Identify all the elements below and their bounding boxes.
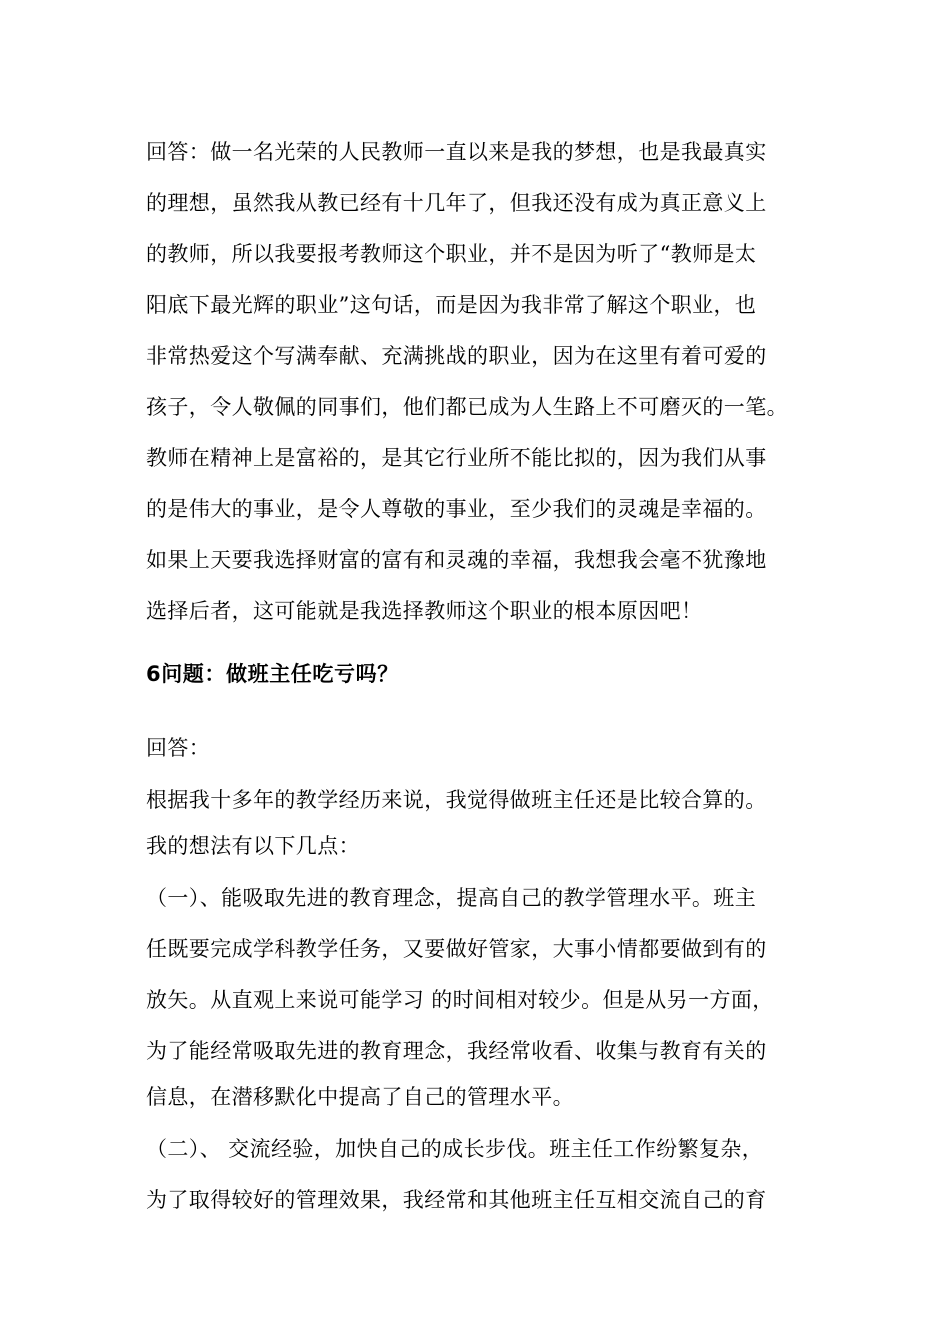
paragraph-line: （一）、能吸取先进的教育理念，提高自己的教学管理水平。班主	[146, 886, 757, 910]
paragraph-line: 任既要完成学科教学任务，又要做好管家，大事小情都要做到有的	[146, 937, 767, 961]
paragraph-line: 的是伟大的事业，是令人尊敬的事业，至少我们的灵魂是幸福的。	[146, 497, 767, 521]
paragraph-line: 阳底下最光辉的职业”这句话，而是因为我非常了解这个职业，也	[146, 293, 757, 317]
paragraph-line: 的理想，虽然我从教已经有十几年了，但我还没有成为真正意义上	[146, 191, 767, 215]
paragraph-line: 为了取得较好的管理效果，我经常和其他班主任互相交流自己的育	[146, 1188, 767, 1212]
paragraph-line: 根据我十多年的教学经历来说，我觉得做班主任还是比较合算的。	[146, 788, 767, 812]
paragraph-line: 为了能经常吸取先进的教育理念，我经常收看、收集与教育有关的	[146, 1039, 767, 1063]
paragraph-line: 非常热爱这个写满奉献、充满挑战的职业，因为在这里有着可爱的	[146, 344, 767, 368]
paragraph-line: （二）、 交流经验，加快自己的成长步伐。班主任工作纷繁复杂，	[146, 1137, 764, 1161]
paragraph-line: 信息，在潜移默化中提高了自己的管理水平。	[146, 1085, 574, 1109]
paragraph-line: 的教师，所以我要报考教师这个职业，并不是因为听了“教师是太	[146, 242, 757, 266]
paragraph-line: 放矢。从直观上来说可能学习 的时间相对较少。但是从另一方面，	[146, 988, 774, 1012]
question-heading: 6问题：做班主任吃亏吗？	[146, 662, 399, 686]
answer-label: 回答：	[146, 736, 211, 760]
paragraph-line: 孩子，令人敬佩的同事们，他们都已成为人生路上不可磨灭的一笔。	[146, 395, 788, 419]
paragraph-line: 回答：做一名光荣的人民教师一直以来是我的梦想，也是我最真实	[146, 140, 767, 164]
paragraph-line: 选择后者，这可能就是我选择教师这个职业的根本原因吧！	[146, 599, 703, 623]
paragraph-line: 教师在精神上是富裕的，是其它行业所不能比拟的，因为我们从事	[146, 446, 767, 470]
paragraph-line: 如果上天要我选择财富的富有和灵魂的幸福，我想我会毫不犹豫地	[146, 548, 767, 572]
paragraph-line: 我的想法有以下几点：	[146, 834, 360, 858]
